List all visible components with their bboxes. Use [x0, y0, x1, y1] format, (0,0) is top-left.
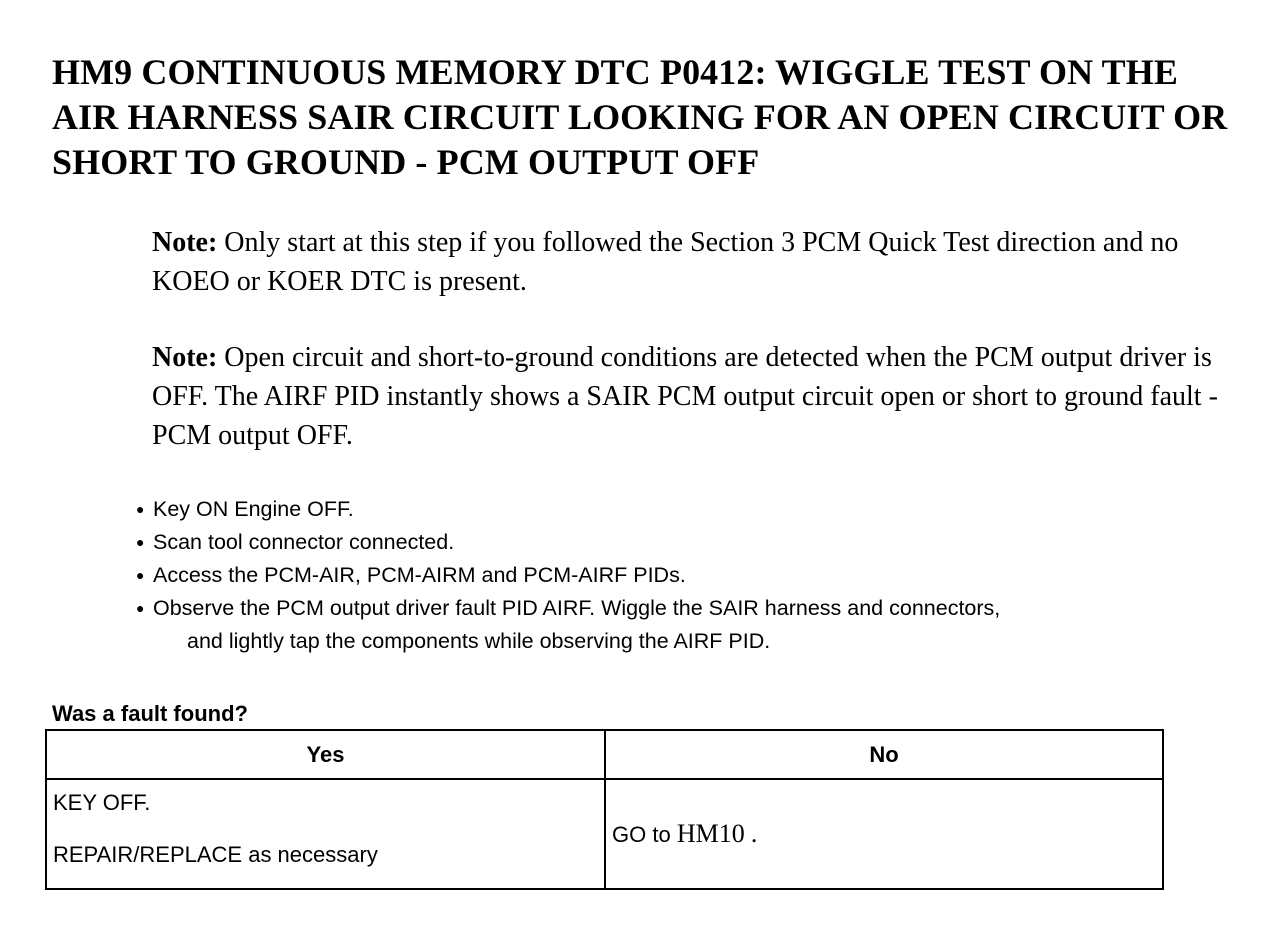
column-header-yes: Yes	[46, 730, 605, 779]
list-item	[136, 559, 1276, 592]
result-table	[45, 729, 1164, 890]
no-action-cell	[605, 779, 1163, 889]
step-text-continuation: and lightly tap the components while observing the AIRF PID.	[187, 629, 771, 653]
bullet-icon: ●	[136, 534, 145, 550]
step-text: Observe the PCM output driver fault PID AIRF. Wiggle the SAIR harness and connectors,	[153, 596, 1001, 620]
procedure-steps-list	[136, 493, 1276, 658]
step-text: Access the PCM-AIR, PCM-AIRM and PCM-AIRF PIDs.	[153, 563, 686, 587]
key-off-instruction: KEY OFF.	[53, 790, 151, 815]
note-text: Open circuit and short-to-ground conditions are detected when the PCM output driver is OFF. The AIRF PID instantly shows a SAIR PCM output circuit open or short to ground fault - PCM output OFF.	[152, 342, 1218, 451]
repair-instruction: REPAIR/REPLACE as necessary	[53, 842, 378, 867]
list-item	[136, 592, 1276, 658]
table-row	[46, 779, 1163, 889]
table-header-row	[46, 730, 1163, 779]
bullet-icon: ●	[136, 501, 145, 517]
bullet-icon: ●	[136, 567, 145, 583]
note-label: Note:	[152, 342, 218, 373]
list-item	[136, 493, 1276, 526]
goto-prefix: GO to	[612, 822, 671, 847]
hm10-link[interactable]: HM10	[676, 819, 745, 848]
yes-action-cell	[46, 779, 605, 889]
note-start-step	[152, 223, 1252, 301]
note-text: Only start at this step if you followed the Section 3 PCM Quick Test direction and no KOEO or KOER DTC is present.	[152, 227, 1179, 297]
note-open-circuit	[152, 338, 1252, 455]
goto-suffix: .	[750, 819, 758, 848]
note-label: Note:	[152, 227, 218, 258]
fault-question: Was a fault found?	[52, 701, 248, 726]
step-text: Key ON Engine OFF.	[153, 497, 354, 521]
page-title: HM9 CONTINUOUS MEMORY DTC P0412: WIGGLE TEST ON THE AIR HARNESS SAIR CIRCUIT LOOKING FOR AN OPEN CIRCUIT OR SHORT TO GROUND - PCM OUTPUT OFF	[52, 52, 1228, 182]
step-text: Scan tool connector connected.	[153, 530, 455, 554]
column-header-no: No	[605, 730, 1163, 779]
list-item	[136, 526, 1276, 559]
bullet-icon: ●	[136, 600, 145, 616]
